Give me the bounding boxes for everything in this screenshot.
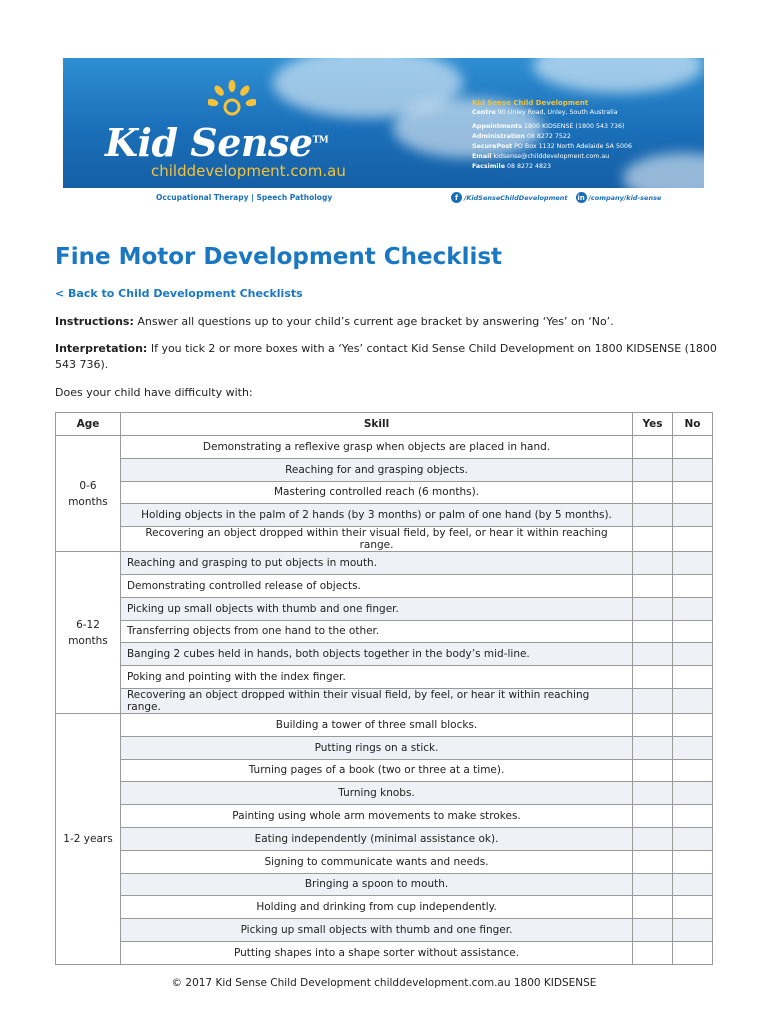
contact-administration: Administration 08 8272 7522 xyxy=(472,133,571,140)
yes-checkbox-cell[interactable] xyxy=(633,736,673,759)
page-footer: © 2017 Kid Sense Child Development childdevelopment.com.au 1800 KIDSENSE xyxy=(171,977,597,989)
yes-checkbox-cell[interactable] xyxy=(633,527,673,552)
brand-logo: Kid Sense™ xyxy=(105,120,329,165)
table-row xyxy=(56,827,713,850)
age-group-cell xyxy=(56,552,121,714)
no-checkbox-cell[interactable] xyxy=(673,527,713,552)
skill-cell: Poking and pointing with the index finger. xyxy=(120,666,632,689)
skill-cell: Transferring objects from one hand to the other. xyxy=(120,620,632,643)
yes-checkbox-cell[interactable] xyxy=(633,597,673,620)
yes-checkbox-cell[interactable] xyxy=(633,782,673,805)
yes-checkbox-cell[interactable] xyxy=(633,481,673,504)
age-unit-label: months xyxy=(68,495,108,508)
skill-cell: Holding objects in the palm of 2 hands (by 3 months) or palm of one hand (by 5 months). xyxy=(120,504,632,527)
no-checkbox-cell[interactable] xyxy=(673,688,713,713)
skill-cell: Putting rings on a stick. xyxy=(120,736,632,759)
yes-checkbox-cell[interactable] xyxy=(633,713,673,736)
table-row xyxy=(56,643,713,666)
table-row xyxy=(56,713,713,736)
no-checkbox-cell[interactable] xyxy=(673,759,713,782)
yes-checkbox-cell[interactable] xyxy=(633,850,673,873)
no-checkbox-cell[interactable] xyxy=(673,827,713,850)
yes-checkbox-cell[interactable] xyxy=(633,436,673,459)
table-header-row xyxy=(56,413,713,436)
table-row xyxy=(56,759,713,782)
no-checkbox-cell[interactable] xyxy=(673,941,713,964)
no-checkbox-cell[interactable] xyxy=(673,666,713,689)
skill-cell: Bringing a spoon to mouth. xyxy=(120,873,632,896)
back-to-checklists-link[interactable]: < Back to Child Development Checklists xyxy=(55,287,303,300)
services-bar xyxy=(63,188,704,210)
header-banner xyxy=(63,58,704,188)
age-unit-label: months xyxy=(68,634,108,647)
skill-cell: Eating independently (minimal assistance ok). xyxy=(120,827,632,850)
table-row xyxy=(56,941,713,964)
header-yes: Yes xyxy=(633,413,673,436)
contact-securepost: SecurePost PO Box 1132 North Adelaide SA 5006 xyxy=(472,143,632,150)
table-row xyxy=(56,597,713,620)
age-group-cell xyxy=(56,713,121,964)
facebook-icon: f xyxy=(451,192,462,203)
services-text: Occupational Therapy | Speech Pathology xyxy=(156,193,333,202)
table-row xyxy=(56,620,713,643)
skill-cell: Painting using whole arm movements to make strokes. xyxy=(120,805,632,828)
age-label: 0-6 xyxy=(79,479,97,492)
cloud-decoration xyxy=(533,58,703,93)
skill-cell: Putting shapes into a shape sorter without assistance. xyxy=(120,941,632,964)
skill-cell: Recovering an object dropped within their visual field, by feel, or hear it within reaching range. xyxy=(120,527,632,552)
linkedin-link[interactable]: in /company/kid-sense xyxy=(577,193,662,202)
table-row xyxy=(56,850,713,873)
facebook-link[interactable]: f /KidSenseChildDevelopment xyxy=(451,192,568,203)
skill-cell: Banging 2 cubes held in hands, both objects together in the body’s mid-line. xyxy=(120,643,632,666)
no-checkbox-cell[interactable] xyxy=(673,458,713,481)
table-row xyxy=(56,574,713,597)
no-checkbox-cell[interactable] xyxy=(673,552,713,575)
skill-cell: Signing to communicate wants and needs. xyxy=(120,850,632,873)
yes-checkbox-cell[interactable] xyxy=(633,827,673,850)
yes-checkbox-cell[interactable] xyxy=(633,805,673,828)
yes-checkbox-cell[interactable] xyxy=(633,873,673,896)
header-skill: Skill xyxy=(120,413,632,436)
table-row xyxy=(56,527,713,552)
no-checkbox-cell[interactable] xyxy=(673,481,713,504)
table-row xyxy=(56,919,713,942)
skill-cell: Turning pages of a book (two or three at a time). xyxy=(120,759,632,782)
yes-checkbox-cell[interactable] xyxy=(633,666,673,689)
table-row xyxy=(56,736,713,759)
table-row xyxy=(56,552,713,575)
yes-checkbox-cell[interactable] xyxy=(633,759,673,782)
table-row xyxy=(56,436,713,459)
no-checkbox-cell[interactable] xyxy=(673,873,713,896)
yes-checkbox-cell[interactable] xyxy=(633,941,673,964)
yes-checkbox-cell[interactable] xyxy=(633,620,673,643)
table-row xyxy=(56,504,713,527)
interpretation-paragraph: Interpretation: If you tick 2 or more boxes with a ‘Yes’ contact Kid Sense Child Development on 1800 KIDSENSE (1800 543 736). xyxy=(55,342,717,371)
no-checkbox-cell[interactable] xyxy=(673,574,713,597)
contact-facsimile: Facsimile 08 8272 4823 xyxy=(472,163,552,170)
skill-cell: Recovering an object dropped within their visual field, by feel, or hear it within reaching range. xyxy=(120,688,632,713)
contact-org: Kid Sense Child Development xyxy=(472,99,589,107)
contact-block xyxy=(472,98,697,172)
skill-cell: Building a tower of three small blocks. xyxy=(120,713,632,736)
no-checkbox-cell[interactable] xyxy=(673,504,713,527)
table-row xyxy=(56,481,713,504)
skill-cell: Demonstrating controlled release of objects. xyxy=(120,574,632,597)
question-text: Does your child have difficulty with: xyxy=(55,386,253,399)
table-row xyxy=(56,688,713,713)
social-links xyxy=(451,192,661,203)
linkedin-icon: in xyxy=(577,193,585,202)
no-checkbox-cell[interactable] xyxy=(673,850,713,873)
yes-checkbox-cell[interactable] xyxy=(633,919,673,942)
table-row xyxy=(56,805,713,828)
table-row xyxy=(56,782,713,805)
header-age: Age xyxy=(56,413,121,436)
skill-cell: Reaching for and grasping objects. xyxy=(120,458,632,481)
age-label: 1-2 years xyxy=(63,832,113,845)
no-checkbox-cell[interactable] xyxy=(673,736,713,759)
checklist-table xyxy=(55,412,713,965)
skill-cell: Holding and drinking from cup independently. xyxy=(120,896,632,919)
contact-centre: Centre 90 Unley Road, Unley, South Australia xyxy=(472,109,618,116)
yes-checkbox-cell[interactable] xyxy=(633,896,673,919)
skill-cell: Mastering controlled reach (6 months). xyxy=(120,481,632,504)
no-checkbox-cell[interactable] xyxy=(673,620,713,643)
yes-checkbox-cell[interactable] xyxy=(633,458,673,481)
yes-checkbox-cell[interactable] xyxy=(633,574,673,597)
skill-cell: Demonstrating a reflexive grasp when objects are placed in hand. xyxy=(120,436,632,459)
table-row xyxy=(56,896,713,919)
contact-appointments: Appointments 1800 KIDSENSE (1800 543 736) xyxy=(472,123,625,130)
no-checkbox-cell[interactable] xyxy=(673,919,713,942)
age-group-cell xyxy=(56,436,121,552)
skill-cell: Picking up small objects with thumb and one finger. xyxy=(120,597,632,620)
page-title: Fine Motor Development Checklist xyxy=(55,244,503,270)
no-checkbox-cell[interactable] xyxy=(673,597,713,620)
contact-email: Email kidsense@childdevelopment.com.au xyxy=(472,153,610,160)
no-checkbox-cell[interactable] xyxy=(673,436,713,459)
table-row xyxy=(56,458,713,481)
yes-checkbox-cell[interactable] xyxy=(633,688,673,713)
no-checkbox-cell[interactable] xyxy=(673,896,713,919)
brand-domain: childdevelopment.com.au xyxy=(151,162,346,180)
instructions-paragraph: Instructions: Answer all questions up to your child’s current age bracket by answering ‘Yes’ on ‘No’. xyxy=(55,315,614,328)
no-checkbox-cell[interactable] xyxy=(673,643,713,666)
yes-checkbox-cell[interactable] xyxy=(633,643,673,666)
skill-cell: Turning knobs. xyxy=(120,782,632,805)
table-row xyxy=(56,873,713,896)
yes-checkbox-cell[interactable] xyxy=(633,504,673,527)
age-label: 6-12 xyxy=(76,618,100,631)
header-no: No xyxy=(673,413,713,436)
no-checkbox-cell[interactable] xyxy=(673,805,713,828)
table-row xyxy=(56,666,713,689)
no-checkbox-cell[interactable] xyxy=(673,713,713,736)
yes-checkbox-cell[interactable] xyxy=(633,552,673,575)
skill-cell: Picking up small objects with thumb and one finger. xyxy=(120,919,632,942)
skill-cell: Reaching and grasping to put objects in mouth. xyxy=(120,552,632,575)
no-checkbox-cell[interactable] xyxy=(673,782,713,805)
